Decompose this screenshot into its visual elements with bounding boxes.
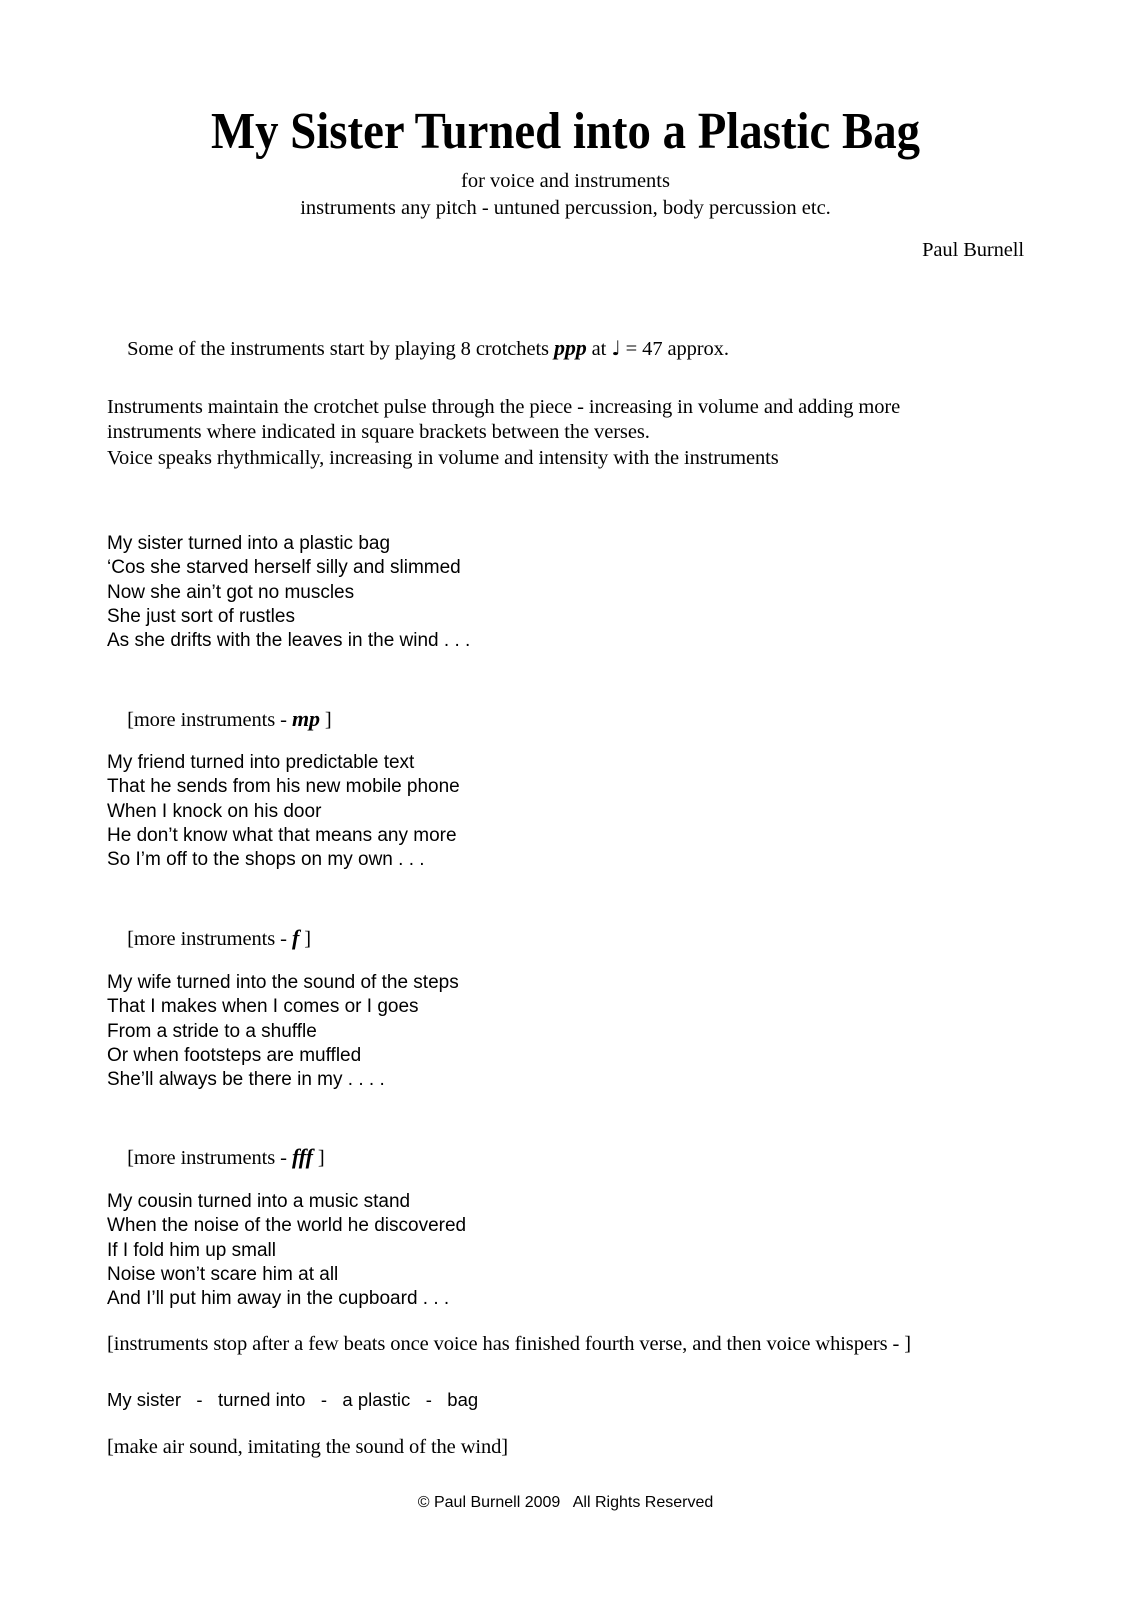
marker-suffix: ]: [319, 709, 332, 732]
verse-line: When I knock on his door: [107, 800, 322, 822]
verse-line: That I makes when I comes or I goes: [107, 996, 419, 1018]
verse-line: She just sort of rustles: [107, 605, 295, 627]
dynamic-marker-3: [107, 1119, 1024, 1197]
performance-note-line-1: Instruments maintain the crotchet pulse through the piece - increasing in volume and adding more: [107, 396, 901, 418]
marker-suffix: ]: [312, 1147, 325, 1170]
tempo-value: = 47 approx.: [620, 338, 729, 361]
verse-4: [107, 1190, 1024, 1311]
performance-notes: [107, 395, 1024, 471]
dynamic-marker-2: [107, 900, 1024, 978]
author: Paul Burnell: [922, 239, 1024, 261]
verse-line: That he sends from his new mobile phone: [107, 776, 460, 798]
verse-line: ‘Cos she starved herself silly and slimmed: [107, 557, 461, 579]
tempo-instruction: [107, 310, 1024, 388]
marker-suffix: ]: [299, 928, 311, 951]
verse-line: Now she ain’t got no muscles: [107, 581, 355, 603]
verse-line: And I’ll put him away in the cupboard . . .: [107, 1288, 450, 1310]
verse-line: If I fold him up small: [107, 1239, 276, 1261]
dynamic-f: f: [291, 925, 300, 951]
tempo-text-before: Some of the instruments start by playing 8 crotchets: [127, 338, 554, 361]
verse-2: [107, 751, 1024, 872]
dynamic-marker-1: [107, 681, 1024, 759]
subtitle: [107, 168, 1024, 221]
footer-copyright: © Paul Burnell 2009 All Rights Reserved: [417, 1494, 714, 1511]
verse-line: So I’m off to the shops on my own . . .: [107, 849, 425, 871]
marker-prefix: [more instruments -: [127, 928, 292, 951]
marker-prefix: [more instruments -: [127, 709, 292, 732]
verse-line: My wife turned into the sound of the steps: [107, 972, 459, 993]
page-title: My Sister Turned into a Plastic Bag: [210, 103, 921, 160]
performance-note-line-3: Voice speaks rhythmically, increasing in volume and intensity with the instruments: [107, 446, 779, 469]
verse-line: My friend turned into predictable text: [107, 752, 415, 773]
verse-line: My cousin turned into a music stand: [107, 1191, 411, 1212]
tempo-text-after: at: [586, 338, 612, 361]
verse-line: He don’t know what that means any more: [107, 824, 457, 846]
verse-line: She’ll always be there in my . . . .: [107, 1069, 385, 1091]
air-sound-instruction: [make air sound, imitating the sound of the wind]: [107, 1436, 509, 1458]
dynamic-fff: fff: [291, 1144, 313, 1170]
subtitle-line-2: instruments any pitch - untuned percussion, body percussion etc.: [300, 196, 831, 219]
dynamic-mp: mp: [291, 706, 320, 732]
marker-prefix: [more instruments -: [127, 1147, 292, 1170]
verse-line: Noise won’t scare him at all: [107, 1263, 339, 1285]
verse-line: When the noise of the world he discovered: [107, 1215, 467, 1237]
verse-line: As she drifts with the leaves in the wind . . .: [107, 630, 471, 652]
performance-note-line-2: instruments where indicated in square brackets between the verses.: [107, 421, 650, 444]
subtitle-line-1: for voice and instruments: [461, 170, 670, 192]
verse-line: From a stride to a shuffle: [107, 1020, 317, 1042]
verse-line: My sister turned into a plastic bag: [107, 533, 391, 554]
verse-1: [107, 532, 1024, 653]
verse-3: [107, 971, 1024, 1092]
final-instruction: [instruments stop after a few beats once voice has finished fourth verse, and then voice whispers - ]: [107, 1333, 911, 1355]
dynamic-ppp: ppp: [553, 335, 587, 361]
crotchet-note-icon: ♩: [611, 336, 621, 361]
whispered-line: My sister - turned into - a plastic - bag: [107, 1389, 479, 1410]
verse-line: Or when footsteps are muffled: [107, 1044, 362, 1066]
